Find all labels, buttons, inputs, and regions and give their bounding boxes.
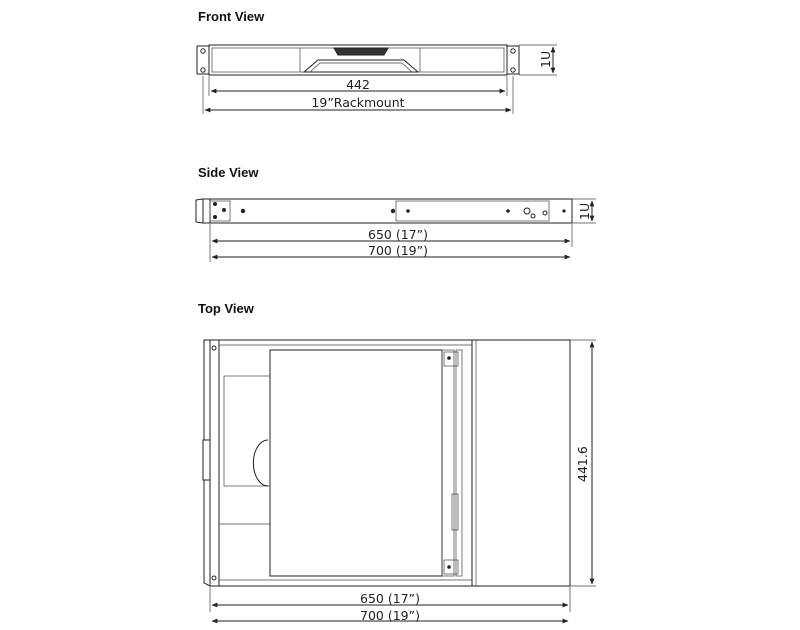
top-depth-label: 650 (17”) <box>360 591 420 606</box>
front-width-label: 442 <box>346 77 370 92</box>
front-height-label: 1U <box>538 50 553 68</box>
front-view-title: Front View <box>198 9 265 24</box>
top-latch <box>334 48 388 55</box>
top-handle <box>203 440 210 480</box>
rear-extension <box>472 340 570 586</box>
top-total-dimension <box>212 608 568 623</box>
side-front-bezel <box>196 199 203 223</box>
front-handle <box>304 60 418 72</box>
hinge-screw <box>447 356 451 360</box>
screw-hole <box>241 209 245 213</box>
hinge-screw <box>447 565 451 569</box>
side-height-dimension <box>572 199 596 223</box>
top-body <box>203 340 570 586</box>
screw-hole <box>213 202 217 206</box>
screw-hole <box>222 208 226 212</box>
top-width-label: 441.6 <box>575 446 590 482</box>
side-view <box>196 165 596 262</box>
top-front-face <box>210 340 219 586</box>
side-depth-label: 650 (17”) <box>368 227 428 242</box>
lcd-panel <box>270 350 442 576</box>
right-rack-ear <box>507 46 519 74</box>
front-panel <box>197 45 519 75</box>
side-height-label: 1U <box>577 202 592 220</box>
front-rack-label: 19”Rackmount <box>311 95 405 110</box>
screw-hole <box>213 215 217 219</box>
rail-hole <box>562 209 565 212</box>
left-rack-ear <box>197 46 209 74</box>
side-view-title: Side View <box>198 165 259 180</box>
top-total-label: 700 (19”) <box>360 608 420 623</box>
front-view <box>197 9 557 114</box>
side-total-dimension <box>210 243 570 262</box>
rail-hole <box>406 209 410 213</box>
side-front-face <box>203 199 210 223</box>
front-width-dimension <box>209 76 507 96</box>
screw-hole <box>391 209 395 213</box>
top-view-title: Top View <box>198 301 254 316</box>
front-height-dimension <box>519 45 557 75</box>
top-view <box>198 301 596 623</box>
side-body <box>196 199 572 223</box>
side-total-label: 700 (19”) <box>368 243 428 258</box>
rail-hole <box>506 209 510 213</box>
top-width-dimension <box>570 340 596 586</box>
